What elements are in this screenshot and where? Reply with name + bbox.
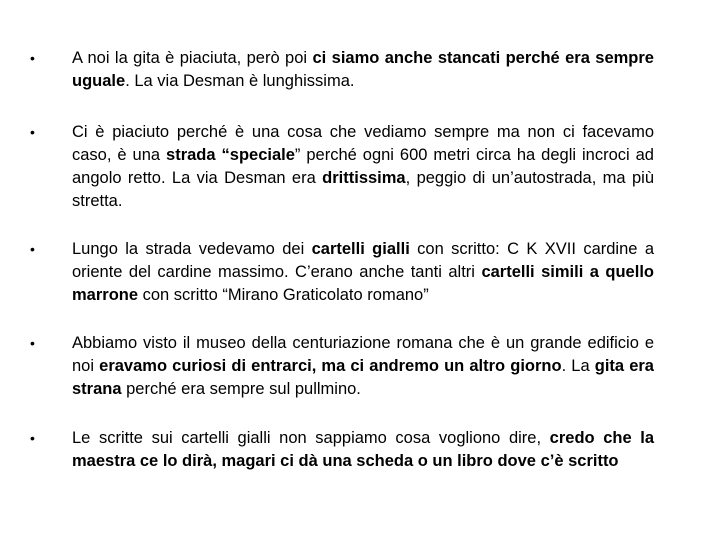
text-segment: con scritto “Mirano Graticolato romano”: [138, 286, 429, 304]
text-segment: . La via Desman è lunghissima.: [125, 72, 355, 90]
text-segment: Lungo la strada vedevamo dei: [72, 240, 312, 258]
bold-text-segment: credo che la maestra ce lo dirà, magari ci dà una scheda o un libro dove c’è scritto: [72, 429, 655, 470]
bold-text-segment: strada “speciale: [166, 146, 295, 164]
bullet-dot: •: [30, 241, 35, 257]
bullet-dot: •: [30, 335, 35, 351]
bold-text-segment: eravamo curiosi di entrarci, ma ci andremo un altro giorno: [99, 357, 562, 375]
bullet-dot: •: [30, 124, 35, 140]
bold-text-segment: cartelli gialli: [311, 240, 410, 258]
bold-text-segment: gita era strana: [72, 357, 654, 398]
bullet-text: [72, 332, 654, 401]
text-segment: perché era sempre sul pullmino.: [121, 380, 361, 398]
text-segment: A noi la gita è piaciuta, però poi: [72, 49, 313, 67]
bullet-dot: •: [30, 430, 35, 446]
text-segment: Ci è piaciuto perché è una cosa che vediamo sempre ma non ci facevamo caso, è una: [72, 123, 654, 164]
text-segment: , peggio di un’autostrada, ma più stretta.: [72, 169, 654, 210]
bold-text-segment: ci siamo anche stancati perché era sempre uguale: [72, 49, 654, 90]
text-segment: Abbiamo visto il museo della centuriazione romana che è un grande edificio e noi: [72, 334, 654, 375]
text-segment: Le scritte sui cartelli gialli non sappiamo cosa vogliono dire,: [72, 429, 550, 447]
bold-text-segment: drittissima: [322, 169, 406, 187]
bold-text-segment: cartelli simili a quello marrone: [72, 263, 654, 304]
text-segment: . La: [561, 357, 595, 375]
bullet-text: [72, 427, 654, 473]
bullet-text: [72, 238, 654, 307]
bullet-dot: •: [30, 50, 35, 66]
bullet-text: [72, 47, 654, 93]
text-segment: ” perché ogni 600 metri circa ha degli incroci ad angolo retto. La via Desman era: [72, 146, 654, 187]
bullet-text: [72, 121, 654, 213]
text-segment: con scritto: C K XVII cardine a oriente del cardine massimo. C’erano anche tanti altri: [72, 240, 654, 281]
